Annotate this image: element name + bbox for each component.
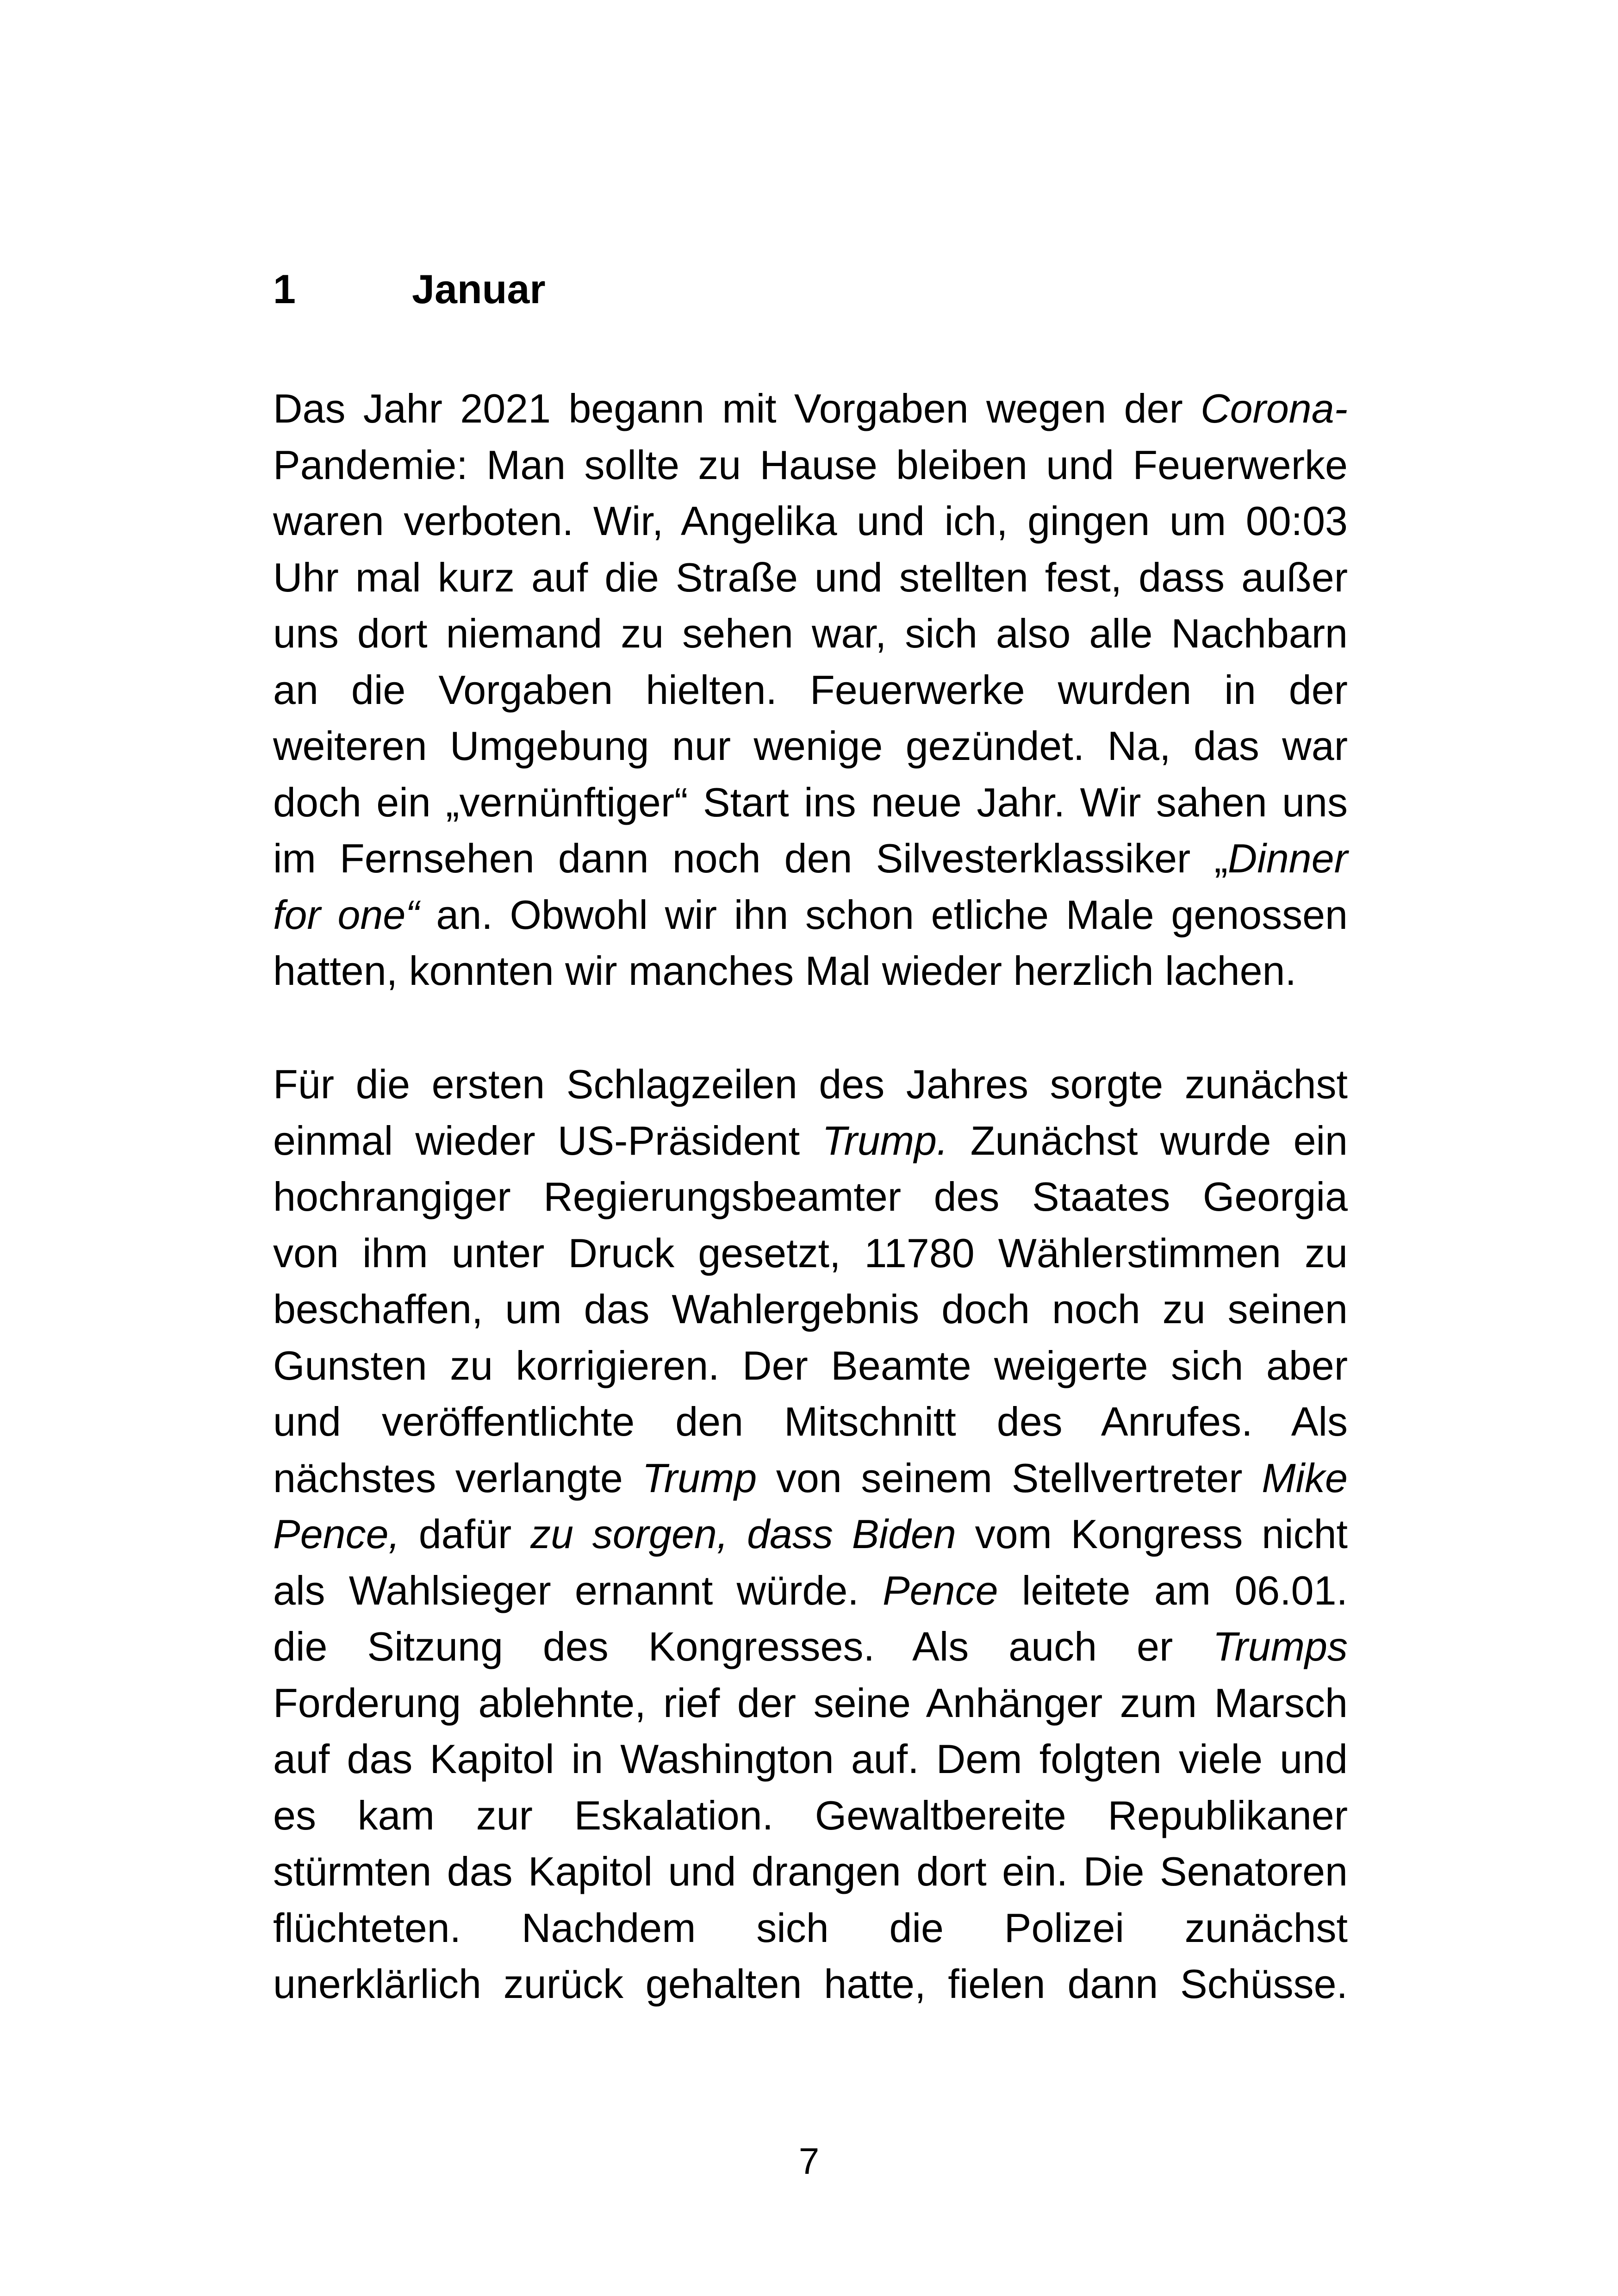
text-line: waren verboten. Wir, Angelika und ich, gingen um 00:03 [273,498,1348,544]
text-line: Das Jahr 2021 begann mit Vorgaben wegen der Corona- [273,386,1348,431]
text-line: for one“ an. Obwohl wir ihn schon etliche Male genossen [273,891,1348,938]
text-line: nächstes verlangte Trump von seinem Stellvertreter Mike [273,1455,1348,1501]
text-line: stürmten das Kapitol und drangen dort ein. Die Senatoren [273,1848,1348,1894]
text-line: weiteren Umgebung nur wenige gezündet. Na, das war [273,723,1348,769]
text-line: flüchteten. Nachdem sich die Polizei zunächst [273,1904,1348,1951]
text-line: Uhr mal kurz auf die Straße und stellten fest, dass außer [273,554,1348,600]
text-line: an die Vorgaben hielten. Feuerwerke wurden in der [273,666,1348,713]
paragraph-1 [273,380,1348,999]
text-line: hatten, konnten wir manches Mal wieder herzlich lachen. [273,948,1296,994]
text-line: uns dort niemand zu sehen war, sich also alle Nachbarn [273,610,1348,656]
text-line: Gunsten zu korrigieren. Der Beamte weigerte sich aber [273,1342,1348,1388]
text-line: im Fernsehen dann noch den Silvesterklassiker „Dinner [273,835,1348,881]
chapter-heading [273,264,546,315]
text-line: Pence, dafür zu sorgen, dass Biden vom Kongress nicht [273,1511,1348,1557]
text-line: Für die ersten Schlagzeilen des Jahres sorgte zunächst [273,1061,1348,1107]
text-line: es kam zur Eskalation. Gewaltbereite Republikaner [273,1792,1348,1838]
chapter-number: 1 [273,266,296,312]
text-line: auf das Kapitol in Washington auf. Dem folgten viele und [273,1736,1348,1782]
text-line: von ihm unter Druck gesetzt, 11780 Wählerstimmen zu [273,1230,1348,1276]
chapter-title: Januar [412,266,546,312]
text-line: unerklärlich zurück gehalten hatte, fielen dann Schüsse. [273,1961,1348,2007]
text-line: Pandemie: Man sollte zu Hause bleiben und Feuerwerke [273,442,1348,488]
text-line: doch ein „vernünftiger“ Start ins neue Jahr. Wir sahen uns [273,779,1348,825]
text-line: einmal wieder US-Präsident Trump. Zunächst wurde ein [273,1117,1348,1164]
text-line: die Sitzung des Kongresses. Als auch er Trumps [273,1624,1348,1669]
page-number: 7 [798,2140,820,2182]
text-line: als Wahlsieger ernannt würde. Pence leitete am 06.01. [273,1567,1348,1613]
text-line: hochrangiger Regierungsbeamter des Staates Georgia [273,1174,1348,1220]
text-line: beschaffen, um das Wahlergebnis doch noch zu seinen [273,1286,1348,1332]
paragraph-2 [273,1056,1348,2012]
text-line: Forderung ablehnte, rief der seine Anhänger zum Marsch [273,1680,1348,1726]
text-line: und veröffentlichte den Mitschnitt des Anrufes. Als [273,1399,1348,1444]
